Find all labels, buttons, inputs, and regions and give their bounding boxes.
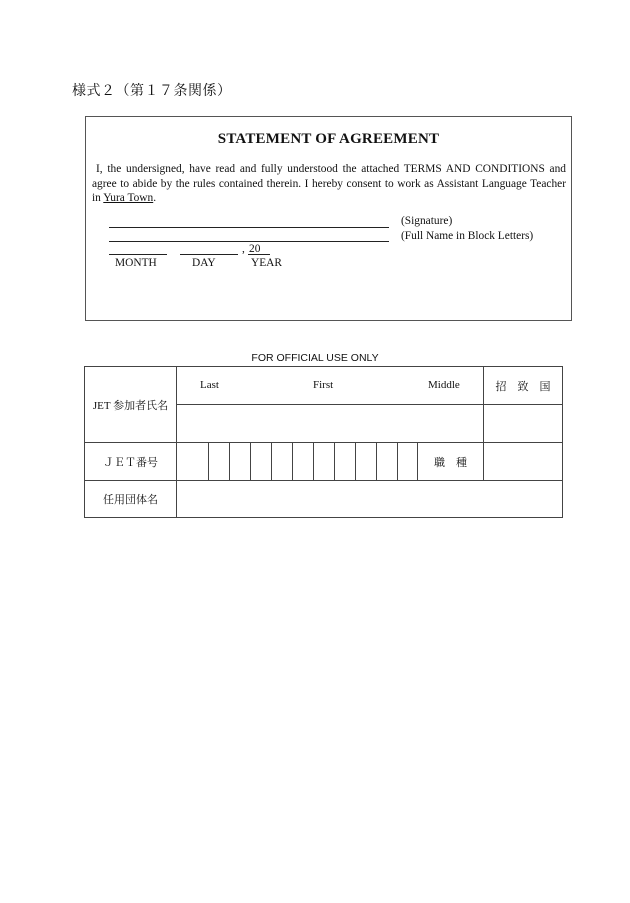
- jet-number-box[interactable]: [208, 442, 230, 481]
- month-line[interactable]: [109, 254, 167, 255]
- middle-label: Middle: [428, 379, 460, 391]
- country-input[interactable]: [483, 404, 563, 443]
- jet-number-box[interactable]: [271, 442, 293, 481]
- jet-number-box[interactable]: [176, 442, 209, 481]
- contracting-org-label: 任用団体名: [103, 494, 158, 506]
- participant-name-label: JET 参加者氏名: [92, 399, 169, 412]
- year-label: YEAR: [251, 257, 283, 269]
- contracting-org-label-cell: [84, 480, 177, 518]
- jet-number-label: ＪＥＴ番号: [103, 456, 158, 469]
- first-label: First: [313, 379, 334, 391]
- signature-label: (Signature): [401, 215, 453, 227]
- position-label: 職 種: [434, 456, 467, 469]
- signature-line[interactable]: [109, 227, 389, 228]
- jet-number-label-cell: [84, 442, 177, 481]
- jet-number-box[interactable]: [355, 442, 377, 481]
- agreement-body: [92, 162, 566, 206]
- form-code: 様式２（第１７条関係）: [72, 84, 232, 99]
- agreement-box: [85, 116, 572, 321]
- year-prefix: 20: [249, 243, 261, 255]
- jet-number-box[interactable]: [397, 442, 418, 481]
- jet-number-box[interactable]: [229, 442, 251, 481]
- agreement-title: STATEMENT OF AGREEMENT: [217, 131, 440, 147]
- agreement-text-end: .: [153, 192, 157, 204]
- month-label: MONTH: [115, 257, 157, 269]
- jet-number-box[interactable]: [250, 442, 272, 481]
- day-line[interactable]: [180, 254, 238, 255]
- jet-number-box[interactable]: [292, 442, 314, 481]
- participant-name-label-cell: [84, 366, 177, 443]
- date-separator: ,: [242, 243, 245, 255]
- jet-number-box[interactable]: [313, 442, 335, 481]
- position-input[interactable]: [483, 442, 563, 481]
- position-label-cell: [417, 442, 484, 481]
- official-use-caption: FOR OFFICIAL USE ONLY: [251, 352, 379, 364]
- full-name-label: (Full Name in Block Letters): [401, 230, 534, 242]
- agreement-text: I, the undersigned, have read and fully understood the attached TERMS AND CONDITIONS and agree to abide by the rules contained therein. I hereby consent to work as Assistant Language Teacher in: [92, 163, 566, 204]
- participant-name-input[interactable]: [176, 404, 484, 443]
- jet-number-box[interactable]: [334, 442, 356, 481]
- year-line[interactable]: [248, 254, 270, 255]
- contracting-org-input[interactable]: [176, 480, 563, 518]
- country-label: 招 致 国: [495, 380, 551, 393]
- day-label: DAY: [192, 257, 216, 269]
- last-label: Last: [200, 379, 219, 391]
- town-name: Yura Town: [103, 192, 154, 204]
- name-headers-cell: [176, 366, 484, 405]
- country-label-cell: [483, 366, 563, 405]
- official-use-table: [84, 366, 563, 518]
- full-name-line[interactable]: [109, 241, 389, 242]
- jet-number-box[interactable]: [376, 442, 398, 481]
